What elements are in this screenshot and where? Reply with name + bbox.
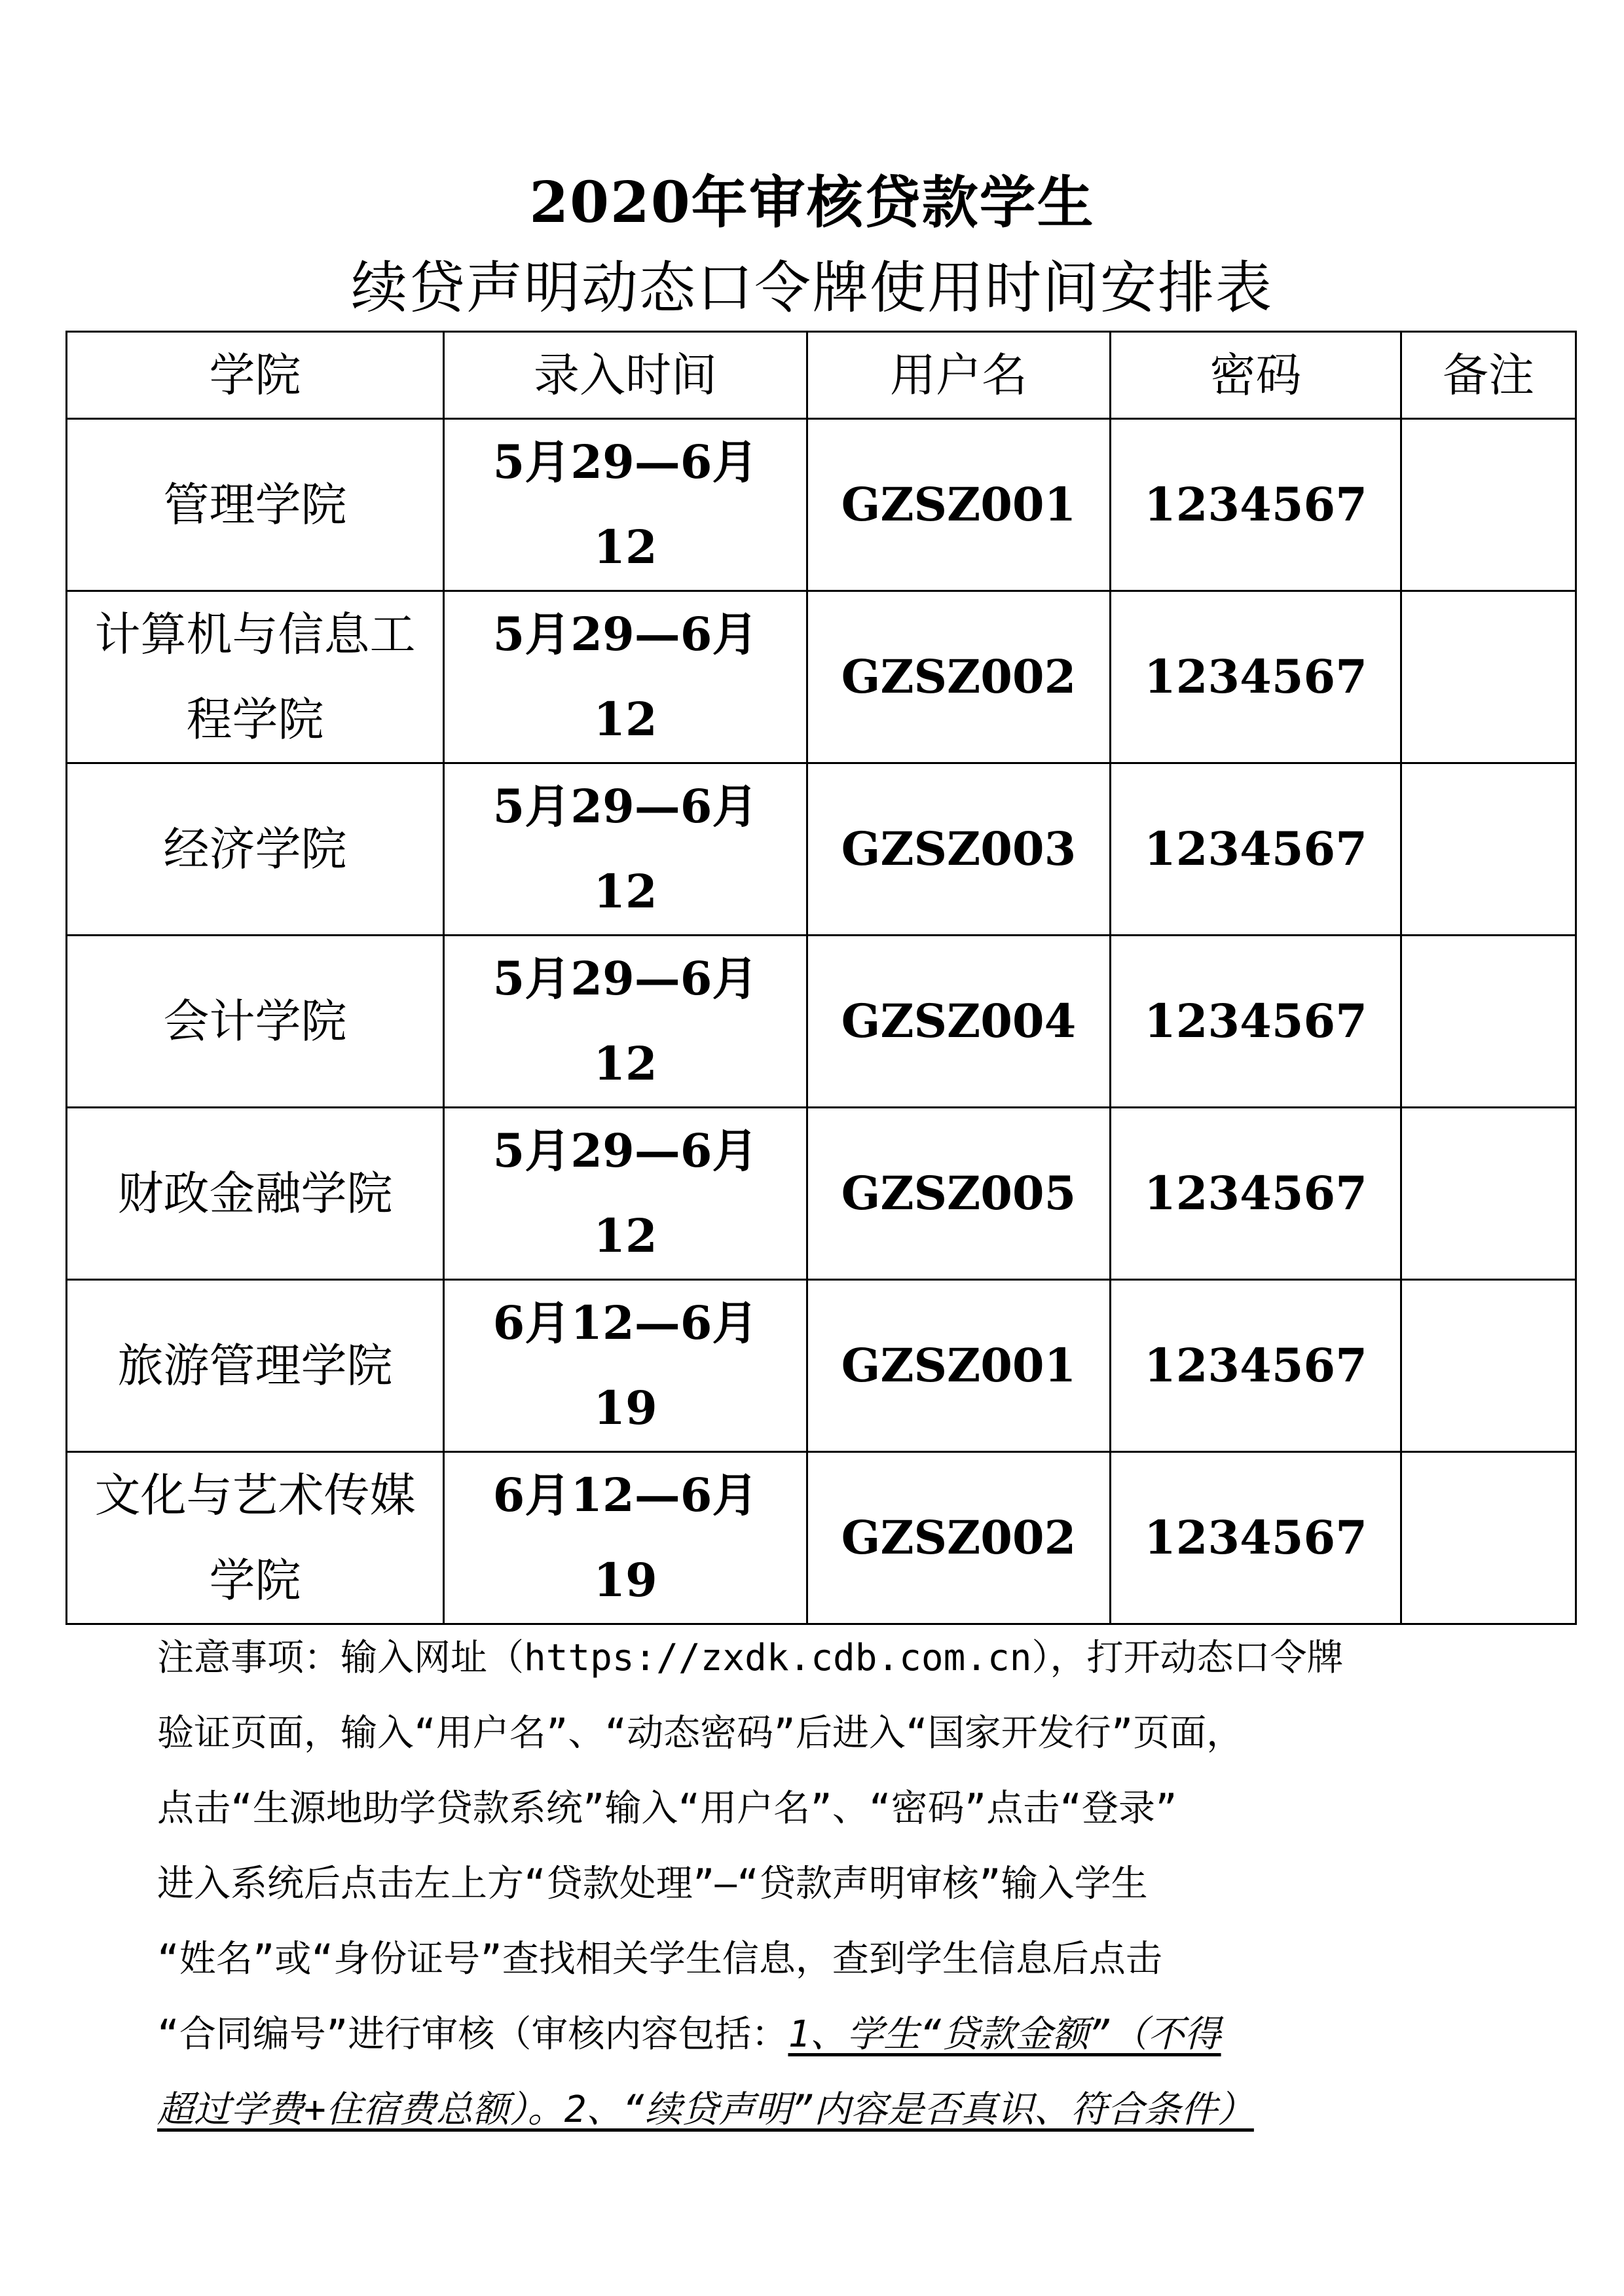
time-line-1: 5月29—6月 [492, 435, 758, 489]
notes-line-3: 点击“生源地助学贷款系统”输入“用户名”、“密码”点击“登录” [157, 1787, 1177, 1830]
time-line-1: 5月29—6月 [492, 1123, 758, 1178]
time-line-1: 6月12—6月 [492, 1296, 758, 1350]
college-cell: 会计学院 [67, 936, 444, 1108]
note-cell [1401, 936, 1576, 1108]
note-cell [1401, 1280, 1576, 1452]
notes-line-2: 验证页面，输入“用户名”、“动态密码”后进入“国家开发行”页面， [157, 1712, 1244, 1755]
table-row [67, 1108, 1576, 1280]
username-cell: GZSZ001 [807, 419, 1111, 591]
password-cell: 1234567 [1111, 1108, 1401, 1280]
notes-line-1: 注意事项：输入网址（https://zxdk.cdb.com.cn），打开动态口令牌 [157, 1637, 1344, 1679]
time-cell [444, 763, 807, 936]
header-username: 用户名 [807, 332, 1111, 419]
password-cell: 1234567 [1111, 419, 1401, 591]
table-row [67, 763, 1576, 936]
password-cell: 1234567 [1111, 591, 1401, 763]
table-row [67, 1452, 1576, 1624]
time-cell [444, 1280, 807, 1452]
note-cell [1401, 419, 1576, 591]
schedule-table [65, 331, 1577, 1625]
table-row [67, 1280, 1576, 1452]
time-cell [444, 936, 807, 1108]
document-title-line2: 续贷声明动态口令牌使用时间安排表 [351, 255, 1273, 321]
username-cell: GZSZ002 [807, 1452, 1111, 1624]
college-cell: 计算机与信息工程学院 [67, 591, 444, 763]
username-cell: GZSZ002 [807, 591, 1111, 763]
college-cell: 管理学院 [67, 419, 444, 591]
table-header-row [67, 332, 1576, 419]
note-cell [1401, 1108, 1576, 1280]
notes-line-7-emphasis: 超过学费+住宿费总额）。2、“续贷声明”内容是否真识、符合条件） [157, 2088, 1254, 2131]
table-row [67, 936, 1576, 1108]
notes-line-4: 进入系统后点击左上方“贷款处理”—“贷款声明审核”输入学生 [157, 1863, 1148, 1905]
time-line-1: 5月29—6月 [492, 779, 758, 833]
time-line-2: 19 [593, 1553, 657, 1607]
note-cell [1401, 591, 1576, 763]
username-cell: GZSZ005 [807, 1108, 1111, 1280]
notes-line-6 [157, 1997, 1486, 2072]
time-cell [444, 591, 807, 763]
time-line-1: 5月29—6月 [492, 607, 758, 661]
password-cell: 1234567 [1111, 1280, 1401, 1452]
time-line-1: 5月29—6月 [492, 951, 758, 1006]
time-line-2: 12 [593, 1036, 657, 1091]
college-cell: 旅游管理学院 [67, 1280, 444, 1452]
notes-line-7 [157, 2072, 1486, 2147]
username-cell: GZSZ003 [807, 763, 1111, 936]
notes-line-6-plain: “合同编号”进行审核（审核内容包括： [157, 2013, 788, 2056]
time-cell [444, 1452, 807, 1624]
username-cell: GZSZ004 [807, 936, 1111, 1108]
notes-section [157, 1620, 1486, 2147]
username-cell: GZSZ001 [807, 1280, 1111, 1452]
header-time: 录入时间 [444, 332, 807, 419]
password-cell: 1234567 [1111, 936, 1401, 1108]
header-note: 备注 [1401, 332, 1576, 419]
document-title-line1: 2020年审核贷款学生 [529, 170, 1095, 236]
time-line-2: 12 [593, 692, 657, 746]
time-cell [444, 419, 807, 591]
college-cell: 经济学院 [67, 763, 444, 936]
password-cell: 1234567 [1111, 763, 1401, 936]
time-line-1: 6月12—6月 [492, 1468, 758, 1522]
table-row [67, 591, 1576, 763]
header-college: 学院 [67, 332, 444, 419]
time-line-2: 12 [593, 1209, 657, 1263]
time-line-2: 12 [593, 864, 657, 919]
college-cell: 文化与艺术传媒学院 [67, 1452, 444, 1624]
college-cell: 财政金融学院 [67, 1108, 444, 1280]
notes-line-5: “姓名”或“身份证号”查找相关学生信息，查到学生信息后点击 [157, 1938, 1162, 1980]
note-cell [1401, 1452, 1576, 1624]
table-row [67, 419, 1576, 591]
time-line-2: 12 [593, 520, 657, 574]
password-cell: 1234567 [1111, 1452, 1401, 1624]
time-cell [444, 1108, 807, 1280]
time-line-2: 19 [593, 1381, 657, 1435]
note-cell [1401, 763, 1576, 936]
header-password: 密码 [1111, 332, 1401, 419]
notes-line-6-emphasis: 1、学生“贷款金额”（不得 [788, 2013, 1221, 2056]
